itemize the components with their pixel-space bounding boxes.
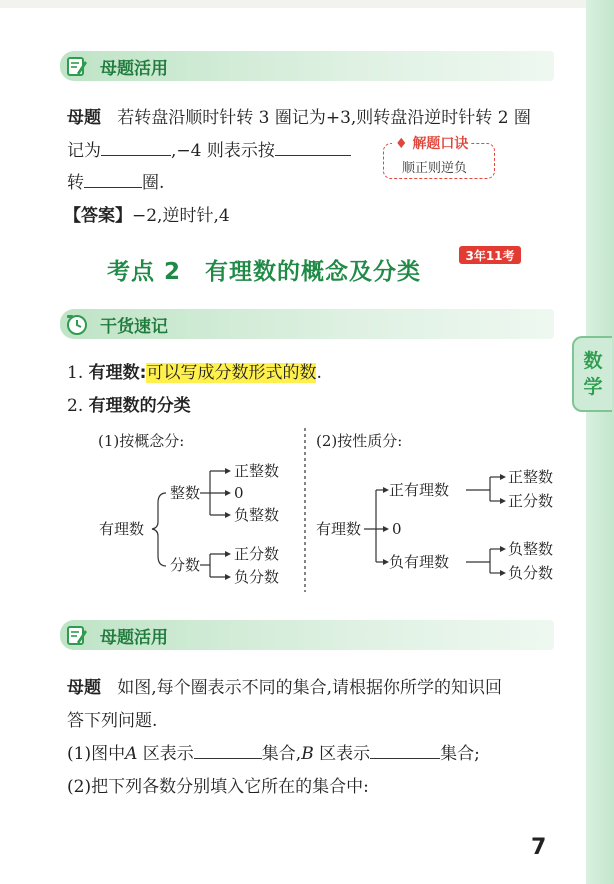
note-item-2: 2. 有理数的分类 [67,396,191,416]
right-root: 有理数 [316,520,362,538]
section-title: 母题活用 [100,58,168,79]
tip-title: ♦ 解题口诀 [392,133,471,153]
problem2-line1 [67,673,502,698]
arrowhead-icon [225,468,231,474]
term-label: 有理数: [88,363,147,383]
right-pos-int: 正整数 [508,468,554,486]
arrowhead-icon [500,570,506,576]
arrowhead-icon [500,474,506,480]
tip-body: 顺正则逆负 [402,161,468,176]
note-item-1: 1. 有理数:可以写成分数形式的数. [67,363,322,383]
left-root: 有理数 [99,520,145,538]
left-integer: 整数 [170,484,201,502]
frequency-badge: 3年11考 [459,246,521,264]
lightbulb-icon: ♦ [395,136,408,152]
arrowhead-icon [500,498,506,504]
right-heading: (2)按性质分: [316,432,403,450]
arrowhead-icon [225,574,231,580]
page-number: 7 [531,835,547,860]
problem2-line3: (1)图中A 区表示 集合,B 区表示 集合; [67,739,480,764]
answer-blank[interactable] [370,740,440,759]
kaodian-title: 考点 2 有理数的概念及分类 [107,259,422,285]
left-heading: (1)按概念分: [98,432,185,450]
subject-tab-char2: 学 [583,376,603,398]
highlighted-definition: 可以写成分数形式的数 [146,363,317,383]
problem-label: 母题 [67,678,101,698]
problem-text: 圈. [142,173,165,193]
section-header-muti-2 [60,620,554,650]
left-neg-frac: 负分数 [234,568,280,586]
right-pos-frac: 正分数 [508,492,554,510]
arrowhead-icon [383,526,389,532]
problem-text: ,−4 则表示按 [171,141,275,161]
problem-text: 记为 [67,141,101,161]
section-title: 母题活用 [100,627,168,648]
problem-label: 母题 [67,108,101,128]
subject-tab-char1: 数 [583,350,603,372]
arrowhead-icon [225,512,231,518]
section-title: 干货速记 [100,316,168,337]
problem2-line2: 答下列问题. [67,711,158,731]
problem2-line4: (2)把下列各数分别填入它所在的集合中: [67,777,369,797]
right-zero: 0 [392,520,402,538]
pencil-note-icon [64,622,90,648]
right-pos-rat: 正有理数 [389,481,450,499]
left-root-brace [152,493,166,566]
left-fraction: 分数 [170,556,201,574]
arrowhead-icon [500,546,506,552]
problem-text: 转 [67,173,84,193]
left-neg-int: 负整数 [234,506,280,524]
answer-text: −2,逆时针,4 [132,206,230,226]
left-pos-frac: 正分数 [234,545,280,563]
left-zero: 0 [234,484,244,502]
left-pos-int: 正整数 [234,462,280,480]
right-neg-int: 负整数 [508,540,554,558]
arrowhead-icon [225,490,231,496]
answer-blank[interactable] [194,740,262,759]
answer-label: 【答案】 [64,206,132,226]
right-neg-rat: 负有理数 [389,553,450,571]
problem-text: 若转盘沿顺时针转 3 圈记为+3,则转盘沿逆时针转 2 圈 [117,108,531,128]
problem-text: 如图,每个圈表示不同的集合,请根据你所学的知识回 [117,678,503,698]
arrowhead-icon [225,551,231,557]
right-neg-frac: 负分数 [508,564,554,582]
